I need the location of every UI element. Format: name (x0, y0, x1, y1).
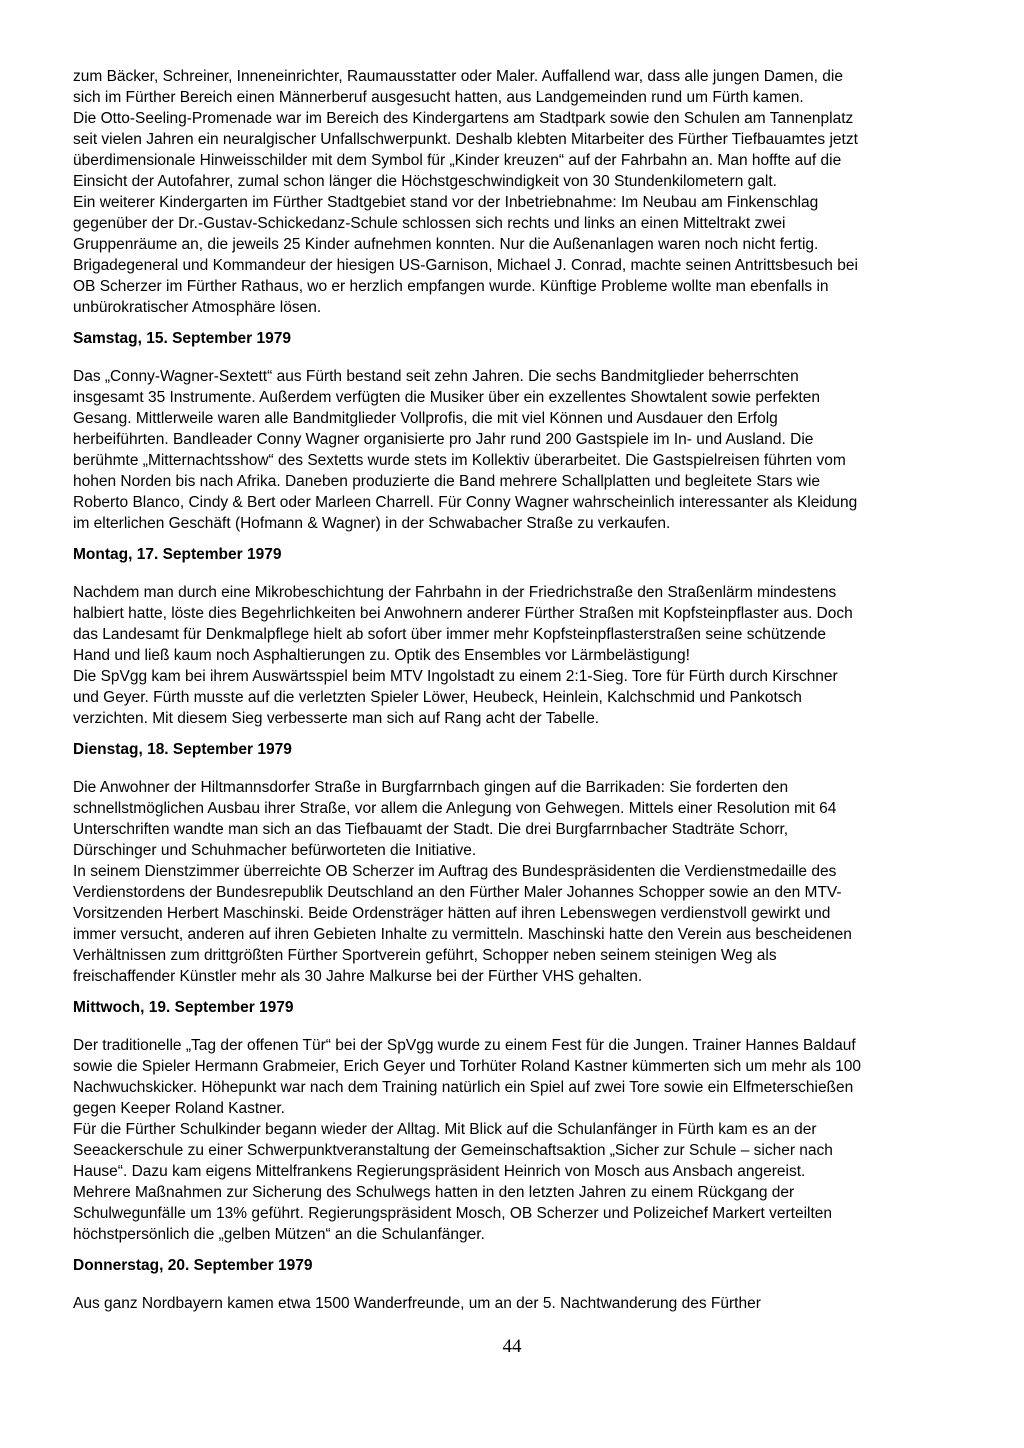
text-line: berühmte „Mitternachtsshow“ des Sextetts wurde stets im Kollektiv überarbeitet. Die Gastspielreisen führten vom (73, 452, 846, 469)
text-line: Gesang. Mittlerweile waren alle Bandmitglieder Vollprofis, die mit viel Können und Ausdauer den Erfolg (73, 410, 778, 427)
text-line: immer versucht, anderen auf ihren Gebieten Inhalte zu vermitteln. Maschinski hatte den Verein aus bescheidenen (73, 926, 852, 943)
text-line: Vorsitzenden Herbert Maschinski. Beide Ordensträger hätten auf ihren Lebenswegen verdienstvoll gewirkt und (73, 905, 831, 922)
text-line: Nachwuchskicker. Höhepunkt war nach dem Training natürlich ein Spiel auf zwei Tore sowie ein Elfmeterschießen (73, 1079, 854, 1096)
text-line: Der traditionelle „Tag der offenen Tür“ bei der SpVgg wurde zu einem Fest für die Jungen. Trainer Hannes Baldauf (73, 1037, 856, 1054)
section-heading: Dienstag, 18. September 1979 (73, 741, 292, 758)
text-line: das Landesamt für Denkmalpflege hielt ab sofort über immer mehr Kopfsteinpflasterstraßen seine schützende (73, 626, 826, 643)
text-line: Das „Conny-Wagner-Sextett“ aus Fürth bestand seit zehn Jahren. Die sechs Bandmitglieder beherrschten (73, 368, 799, 385)
text-line: verzichten. Mit diesem Sieg verbesserte man sich auf Rang acht der Tabelle. (73, 710, 600, 727)
text-line: halbiert hatte, löste dies Begehrlichkeiten bei Anwohnern anderer Fürther Straßen mit Kopfsteinpflaster aus. Doch (73, 605, 853, 622)
paragraph (73, 777, 953, 987)
text-line: Hand und ließ kaum noch Asphaltierungen zu. Optik des Ensembles vor Lärmbelästigung! (73, 647, 690, 664)
text-body (73, 66, 953, 1314)
text-line: Seeackerschule zu einer Schwerpunktveranstaltung der Gemeinschaftsaktion „Sicher zur Schule – sicher nach (73, 1142, 833, 1159)
paragraph (73, 1035, 953, 1245)
paragraph (73, 582, 953, 729)
section-heading: Donnerstag, 20. September 1979 (73, 1257, 313, 1274)
text-line: und Geyer. Fürth musste auf die verletzten Spieler Löwer, Heubeck, Heinlein, Kalchschmid und Pankotsch (73, 689, 802, 706)
text-line: Nachdem man durch eine Mikrobeschichtung der Fahrbahn in der Friedrichstraße den Straßenlärm mindestens (73, 584, 837, 601)
text-line: Unterschriften wandte man sich an das Tiefbauamt der Stadt. Die drei Burgfarrnbacher Stadträte Schorr, (73, 821, 789, 838)
text-line: Aus ganz Nordbayern kamen etwa 1500 Wanderfreunde, um an der 5. Nachtwanderung des Fürther (73, 1295, 761, 1312)
text-line: im elterlichen Geschäft (Hofmann & Wagner) in der Schwabacher Straße zu verkaufen. (73, 515, 671, 532)
text-line: freischaffender Künstler mehr als 30 Jahre Malkurse bei der Fürther VHS gehalten. (73, 968, 643, 985)
text-line: Mehrere Maßnahmen zur Sicherung des Schulwegs hatten in den letzten Jahren zu einem Rückgang der (73, 1184, 795, 1201)
text-line: Die SpVgg kam bei ihrem Auswärtsspiel beim MTV Ingolstadt zu einem 2:1-Sieg. Tore für Fürth durch Kirschner (73, 668, 838, 685)
text-line: gegenüber der Dr.-Gustav-Schickedanz-Schule schlossen sich rechts und links an einen Mitteltrakt zwei (73, 215, 786, 232)
text-line: insgesamt 35 Instrumente. Außerdem verfügten die Musiker über ein exzellentes Showtalent sowie perfekten (73, 389, 820, 406)
text-line: Dürschinger und Schuhmacher befürworteten die Initiative. (73, 842, 477, 859)
text-line: sowie die Spieler Hermann Grabmeier, Erich Geyer und Torhüter Roland Kastner kümmerten sich um mehr als 100 (73, 1058, 861, 1075)
text-line: Schulwegunfälle um 13% geführt. Regierungspräsident Mosch, OB Scherzer und Polizeichef Markert verteilten (73, 1205, 833, 1222)
text-line: OB Scherzer im Fürther Rathaus, wo er herzlich empfangen wurde. Künftige Probleme wollte man ebenfalls in (73, 278, 829, 295)
text-line: Einsicht der Autofahrer, zumal schon länger die Höchstgeschwindigkeit von 30 Stundenkilometern galt. (73, 173, 777, 190)
text-line: schnellstmöglichen Ausbau ihrer Straße, vor allem die Anlegung von Gehwegen. Mittels einer Resolution mit 64 (73, 800, 837, 817)
paragraph (73, 66, 953, 318)
section-heading: Mittwoch, 19. September 1979 (73, 999, 294, 1016)
text-line: Die Anwohner der Hiltmannsdorfer Straße in Burgfarrnbach gingen auf die Barrikaden: Sie forderten den (73, 779, 789, 796)
text-line: gegen Keeper Roland Kastner. (73, 1100, 285, 1117)
text-line: herbeiführten. Bandleader Conny Wagner organisierte pro Jahr rund 200 Gastspiele im In- und Ausland. Die (73, 431, 814, 448)
text-line: Roberto Blanco, Cindy & Bert oder Marleen Charrell. Für Conny Wagner wahrscheinlich interessanter als Kleidung (73, 494, 858, 511)
text-line: überdimensionale Hinweisschilder mit dem Symbol für „Kinder kreuzen“ auf der Fahrbahn an. Man hoffte auf die (73, 152, 842, 169)
text-line: hohen Norden bis nach Afrika. Daneben produzierte die Band mehrere Schallplatten und begleitete Stars wie (73, 473, 821, 490)
page-number: 44 (502, 1336, 522, 1357)
text-line: Gruppenräume an, die jeweils 25 Kinder aufnehmen konnten. Nur die Außenanlagen waren noch nicht fertig. (73, 236, 819, 253)
text-line: Ein weiterer Kindergarten im Fürther Stadtgebiet stand vor der Inbetriebnahme: Im Neubau am Finkenschlag (73, 194, 819, 211)
text-line: Brigadegeneral und Kommandeur der hiesigen US-Garnison, Michael J. Conrad, machte seinen Antrittsbesuch bei (73, 257, 858, 274)
section-heading: Montag, 17. September 1979 (73, 546, 282, 563)
text-line: Verdienstordens der Bundesrepublik Deutschland an den Fürther Maler Johannes Schopper sowie an den MTV- (73, 884, 842, 901)
text-line: Für die Fürther Schulkinder begann wieder der Alltag. Mit Blick auf die Schulanfänger in Fürth kam es an der (73, 1121, 817, 1138)
text-line: sich im Fürther Bereich einen Männerberuf ausgesucht hatten, aus Landgemeinden rund um Fürth kamen. (73, 89, 804, 106)
text-line: zum Bäcker, Schreiner, Inneneinrichter, Raumausstatter oder Maler. Auffallend war, dass alle jungen Damen, die (73, 68, 843, 85)
text-line: unbürokratischer Atmosphäre lösen. (73, 299, 322, 316)
text-line: Hause“. Dazu kam eigens Mittelfrankens Regierungspräsident Heinrich von Mosch aus Ansbach angereist. (73, 1163, 806, 1180)
text-line: höchstpersönlich die „gelben Mützen“ an die Schulanfänger. (73, 1226, 485, 1243)
text-line: seit vielen Jahren ein neuralgischer Unfallschwerpunkt. Deshalb klebten Mitarbeiter des Fürther Tiefbauamtes jetzt (73, 131, 858, 148)
section-heading: Samstag, 15. September 1979 (73, 330, 291, 347)
text-line: In seinem Dienstzimmer überreichte OB Scherzer im Auftrag des Bundespräsidenten die Verdienstmedaille des (73, 863, 837, 880)
paragraph (73, 366, 953, 534)
text-line: Verhältnissen zum drittgrößten Fürther Sportverein geführt, Schopper neben seinem steinigen Weg als (73, 947, 777, 964)
paragraph (73, 1293, 953, 1314)
text-line: Die Otto-Seeling-Promenade war im Bereich des Kindergartens am Stadtpark sowie den Schulen am Tannenplatz (73, 110, 854, 127)
